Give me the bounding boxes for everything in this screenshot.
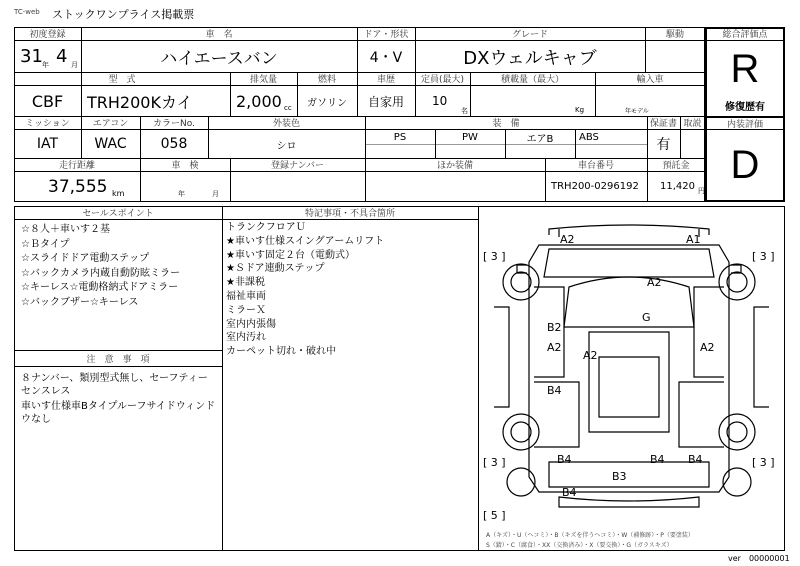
door-header: ドア・形状 (363, 30, 409, 40)
note-item: ８ナンバー、類別型式無し、セーフティーセンスレス (21, 373, 208, 397)
mission-header: ミッション (25, 119, 70, 129)
mission-value: IAT (36, 136, 59, 152)
mileage-unit: km (112, 189, 125, 198)
fuel-header: 燃料 (317, 75, 336, 85)
damage-mark: A2 (583, 349, 598, 362)
damage-mark: A2 (560, 233, 575, 246)
panel-count: [ 3 ] (483, 456, 506, 469)
door-value: 4・V (369, 49, 403, 66)
page-title: ストックワンプライス掲載票 (52, 8, 195, 21)
overall-note: 修復歴有 (725, 101, 765, 113)
equip-airbag: エアB (526, 133, 554, 145)
panel-count: [ 3 ] (752, 456, 775, 469)
special-item: ミラーＸ (226, 304, 266, 316)
car-diagram (479, 207, 784, 527)
interior-header: 内装評価 (726, 119, 763, 130)
sales-list (21, 223, 180, 310)
notes-list (21, 372, 216, 426)
displacement-value: 2,000 (236, 92, 282, 111)
capacity-unit: 名 (461, 107, 468, 115)
grade-header: グレード (511, 30, 548, 40)
warranty-value: 有 (656, 137, 671, 153)
damage-mark: B2 (547, 321, 562, 334)
reg-year: 31 (20, 46, 43, 67)
damage-mark: A2 (547, 341, 562, 354)
special-item: ★Ｓドア連動ステップ (226, 263, 325, 275)
reg-year-unit: 年 (42, 61, 49, 69)
chassis-value: TRH200-0296192 (551, 181, 639, 192)
damage-mark: B4 (557, 453, 572, 466)
car-name-header: 車 名 (205, 30, 233, 40)
panel-count: [ 3 ] (483, 250, 506, 263)
yen-unit: 円 (698, 187, 705, 195)
ext-color-header: 外装色 (272, 119, 300, 129)
special-item: 福祉車両 (226, 290, 266, 302)
load-header: 積載量（最大） (500, 75, 564, 85)
sales-item: ☆８人＋車いす２基 (21, 224, 110, 235)
special-item: ★車いす仕様スイングアームリフト (226, 235, 385, 247)
color-no-header: カラーNo. (153, 119, 195, 129)
model-value: TRH200Kカイ (87, 92, 193, 112)
panel-count: [ 5 ] (483, 509, 506, 522)
import-year-label: 年モデル (625, 108, 649, 115)
damage-mark: B4 (688, 453, 703, 466)
notes-header: 注 意 事 項 (86, 355, 150, 365)
chassis-header: 車台番号 (577, 161, 614, 171)
aircon-value: WAC (94, 136, 127, 152)
version: ver 00000001 (728, 554, 790, 563)
drive-header: 駆動 (665, 30, 684, 40)
capacity-value: 10 (432, 94, 448, 108)
damage-mark: A2 (700, 341, 715, 354)
import-header: 輸入車 (636, 75, 664, 85)
special-header: 特記事項・不具合箇所 (304, 209, 395, 219)
load-unit: Kg (575, 106, 585, 114)
damage-mark: A1 (686, 233, 701, 246)
model-code: CBF (31, 91, 64, 111)
equip-abs: ABS (579, 131, 599, 143)
sales-header: セールスポイント (82, 209, 154, 219)
sales-item: ☆キーレス☆電動格納式ドアミラー (21, 282, 179, 293)
first-reg-header: 初度登録 (29, 30, 66, 40)
legend-line-2: S（錆）・C（腐食）・XX（交換済み）・X（要交換）・G（ガラスキズ） (486, 542, 673, 549)
panel-count: [ 3 ] (752, 250, 775, 263)
mileage-header: 走行距離 (58, 161, 95, 171)
fuel-value: ガソリン (307, 97, 347, 109)
special-list (226, 221, 384, 359)
equip-header: 装 備 (492, 119, 520, 129)
insp-month-unit: 月 (212, 190, 219, 198)
car-name-value: ハイエースバン (160, 49, 278, 69)
special-item: カーペット切れ・破れ中 (226, 346, 336, 358)
warranty-header: 保証書 (649, 119, 677, 129)
overall-grade: R (730, 47, 760, 91)
aircon-header: エアコン (92, 119, 129, 129)
special-item: 室内汚れ (226, 332, 266, 344)
manual-header: 取説 (683, 119, 702, 129)
insp-year-unit: 年 (178, 190, 185, 198)
damage-mark: B4 (547, 384, 562, 397)
sales-item: ☆バックブザー☆キーレス (21, 296, 139, 308)
damage-mark: B4 (650, 453, 665, 466)
overall-header: 総合評価点 (722, 30, 768, 40)
reg-month-unit: 月 (71, 61, 78, 69)
sales-item: ☆スライドドア電動ステップ (21, 253, 150, 264)
capacity-header: 定員(最大) (420, 75, 465, 85)
sales-item: ☆Ｂタイプ (21, 238, 70, 250)
damage-mark: B3 (612, 470, 627, 483)
damage-mark: A2 (647, 276, 662, 289)
equip-pw: PW (462, 131, 478, 143)
price-value: 11,420 (660, 181, 695, 192)
grade-value: DXウェルキャブ (463, 47, 597, 69)
ext-color-value: シロ (276, 140, 297, 152)
displacement-header: 排気量 (249, 75, 277, 85)
other-equip-header: ほか装備 (436, 161, 473, 171)
note-item: 車いす仕様車Bタイプルーフサイドウィンドウなし (21, 401, 216, 425)
plate-header: 登録ナンバー (271, 161, 324, 171)
model-header: 型 式 (108, 75, 136, 85)
usage-value: 自家用 (367, 94, 404, 109)
special-item: ★車いす固定２台（電動式） (226, 249, 355, 261)
legend-line-1: A（キズ）・U（ヘコミ）・B（キズを伴うヘコミ）・W（補修跡）・P（要塗装） (486, 532, 694, 539)
damage-mark: B4 (562, 486, 577, 499)
special-item: 室内内張傷 (226, 318, 276, 330)
mileage-value: 37,555 (48, 177, 108, 197)
reg-month: 4 (56, 46, 68, 67)
color-no-value: 058 (160, 136, 188, 152)
price-header: 預託金 (662, 161, 690, 171)
logo: TC-web (14, 8, 40, 16)
special-item: ★非課税 (226, 277, 265, 289)
damage-mark: G (642, 311, 651, 324)
usage-header: 車歴 (376, 75, 395, 85)
sales-item: ☆バックカメラ内蔵自動防眩ミラー (21, 267, 180, 279)
equip-ps: PS (393, 131, 407, 143)
special-item: トランクフロアＵ (226, 222, 306, 233)
interior-grade: D (730, 142, 760, 187)
inspection-header: 車 検 (171, 161, 199, 171)
cc-unit: cc (284, 104, 292, 112)
